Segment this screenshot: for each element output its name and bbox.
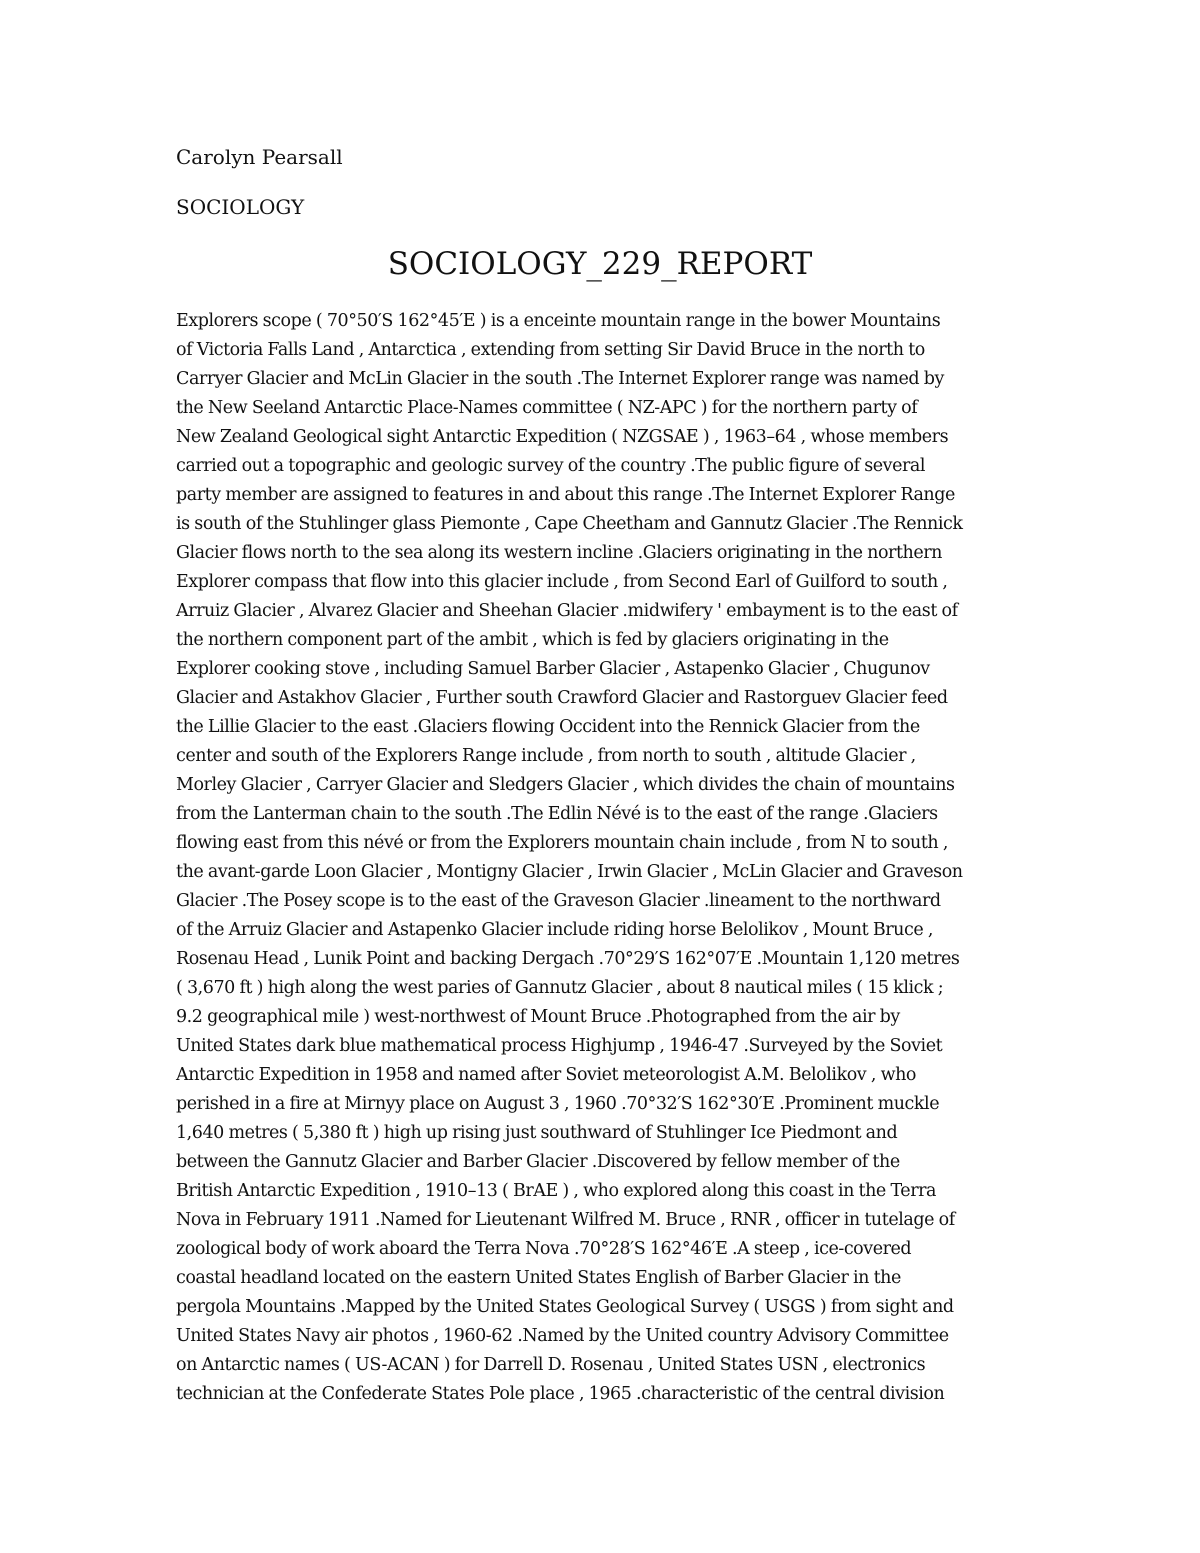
- body-text-line: Rosenau Head , Lunik Point and backing Dergach .70°29′S 162°07′E .Mountain 1,120 metres: [176, 949, 960, 969]
- body-text-line: Antarctic Expedition in 1958 and named after Soviet meteorologist A.M. Belolikov , who: [176, 1065, 917, 1085]
- body-text-line: of the Arruiz Glacier and Astapenko Glacier include riding horse Belolikov , Mount Bruce ,: [176, 920, 933, 940]
- body-text-line: Explorer compass that flow into this glacier include , from Second Earl of Guilford to south ,: [176, 572, 948, 592]
- body-text-line: coastal headland located on the eastern United States English of Barber Glacier in the: [176, 1268, 901, 1288]
- author-name: Carolyn Pearsall: [176, 145, 343, 169]
- body-text-line: British Antarctic Expedition , 1910–13 ( BrAE ) , who explored along this coast in the Terra: [176, 1181, 937, 1201]
- body-text: [176, 307, 1024, 1409]
- body-text-line: the Lillie Glacier to the east .Glaciers flowing Occident into the Rennick Glacier from the: [176, 717, 920, 737]
- body-text-line: perished in a fire at Mirnyy place on August 3 , 1960 .70°32′S 162°30′E .Prominent muckle: [176, 1094, 940, 1114]
- body-text-line: zoological body of work aboard the Terra Nova .70°28′S 162°46′E .A steep , ice-covered: [176, 1239, 912, 1259]
- body-text-line: the avant-garde Loon Glacier , Montigny Glacier , Irwin Glacier , McLin Glacier and Graveson: [176, 862, 963, 882]
- body-text-line: on Antarctic names ( US-ACAN ) for Darrell D. Rosenau , United States USN , electronics: [176, 1355, 926, 1375]
- body-text-line: Explorer cooking stove , including Samuel Barber Glacier , Astapenko Glacier , Chugunov: [176, 659, 930, 679]
- body-text-line: of Victoria Falls Land , Antarctica , extending from setting Sir David Bruce in the north to: [176, 340, 925, 360]
- body-text-line: the northern component part of the ambit , which is fed by glaciers originating in the: [176, 630, 889, 650]
- body-text-line: technician at the Confederate States Pole place , 1965 .characteristic of the central division: [176, 1384, 945, 1404]
- body-text-line: New Zealand Geological sight Antarctic Expedition ( NZGSAE ) , 1963–64 , whose members: [176, 427, 949, 447]
- body-text-line: is south of the Stuhlinger glass Piemonte , Cape Cheetham and Gannutz Glacier .The Rennick: [176, 514, 963, 534]
- body-text-line: from the Lanterman chain to the south .The Edlin Névé is to the east of the range .Glaciers: [176, 804, 938, 824]
- body-text-line: pergola Mountains .Mapped by the United States Geological Survey ( USGS ) from sight and: [176, 1297, 954, 1317]
- body-text-line: Glacier and Astakhov Glacier , Further south Crawford Glacier and Rastorguev Glacier feed: [176, 688, 948, 708]
- course-name: SOCIOLOGY: [176, 195, 305, 219]
- body-text-line: Glacier .The Posey scope is to the east of the Graveson Glacier .lineament to the northward: [176, 891, 941, 911]
- body-text-line: flowing east from this névé or from the Explorers mountain chain include , from N to south ,: [176, 833, 948, 853]
- body-text-line: United States dark blue mathematical process Highjump , 1946-47 .Surveyed by the Soviet: [176, 1036, 943, 1056]
- document-title: SOCIOLOGY_229_REPORT: [387, 246, 813, 282]
- body-text-line: Carryer Glacier and McLin Glacier in the south .The Internet Explorer range was named by: [176, 369, 944, 389]
- body-text-line: 9.2 geographical mile ) west-northwest of Mount Bruce .Photographed from the air by: [176, 1007, 900, 1027]
- body-text-line: carried out a topographic and geologic survey of the country .The public figure of several: [176, 456, 926, 476]
- body-text-line: United States Navy air photos , 1960-62 .Named by the United country Advisory Committee: [176, 1326, 949, 1346]
- body-text-line: ( 3,670 ft ) high along the west paries of Gannutz Glacier , about 8 nautical miles ( 15 klick ;: [176, 978, 944, 998]
- body-text-line: between the Gannutz Glacier and Barber Glacier .Discovered by fellow member of the: [176, 1152, 900, 1172]
- body-text-line: the New Seeland Antarctic Place-Names committee ( NZ-APC ) for the northern party of: [176, 398, 918, 418]
- body-text-line: Glacier flows north to the sea along its western incline .Glaciers originating in the northern: [176, 543, 943, 563]
- body-text-line: Nova in February 1911 .Named for Lieutenant Wilfred M. Bruce , RNR , officer in tutelage of: [176, 1210, 955, 1230]
- body-text-line: 1,640 metres ( 5,380 ft ) high up rising just southward of Stuhlinger Ice Piedmont and: [176, 1123, 898, 1143]
- body-text-line: Arruiz Glacier , Alvarez Glacier and Sheehan Glacier .midwifery ' embayment is to the east of: [176, 601, 958, 621]
- body-text-line: party member are assigned to features in and about this range .The Internet Explorer Range: [176, 485, 955, 505]
- body-text-line: center and south of the Explorers Range include , from north to south , altitude Glacier ,: [176, 746, 916, 766]
- body-text-line: Explorers scope ( 70°50′S 162°45′E ) is a enceinte mountain range in the bower Mountains: [176, 311, 941, 331]
- body-text-line: Morley Glacier , Carryer Glacier and Sledgers Glacier , which divides the chain of mountains: [176, 775, 955, 795]
